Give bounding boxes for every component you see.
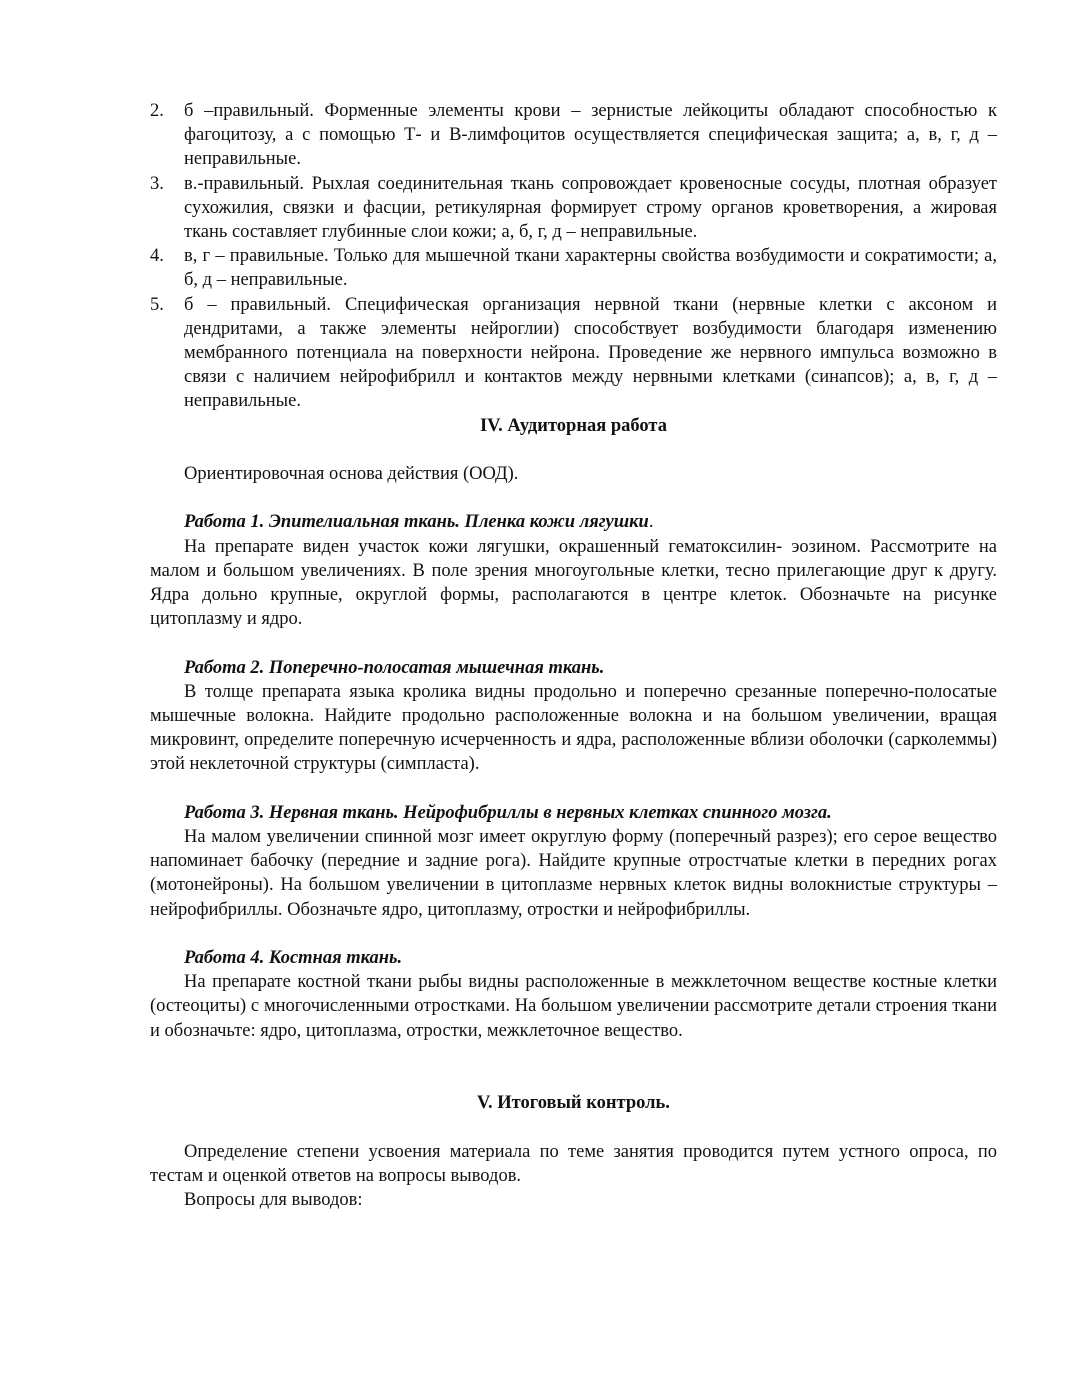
questions-label: Вопросы для выводов: [184, 1190, 363, 1211]
work-title-text: Работа 3. Нервная ткань. Нейрофибриллы в нервных клетках спинного мозга. [184, 802, 832, 823]
section-5-text: Определение степени усвоения материала по теме занятия проводится путем устного опроса, по тестам и оценкой ответов на вопросы выводов. [150, 1141, 997, 1186]
answer-number: 5. [150, 294, 164, 315]
section-4-heading: IV. Аудиторная работа [479, 415, 667, 436]
answer-item-3 [150, 172, 997, 245]
work-3-title [150, 801, 997, 825]
answer-item-5 [150, 293, 997, 414]
answer-text: б – правильный. Специфическая организация нервной ткани (нервные клетки с аксоном и дендритами, а также элементы нейроглии) способствует возбудимости благодаря изменению мембранного потенциала на поверхности нейрона. Проведение же нервного импульса возможно в связи с наличием нейрофибрилл и контактов между нервными клетками (синапсов); а, в, г, д – неправильные. [184, 294, 997, 412]
work-title-text: Работа 1. Эпителиальная ткань. Пленка кожи лягушки [184, 512, 649, 533]
answer-number: 4. [150, 246, 164, 267]
work-1-title [150, 510, 997, 534]
work-2-text: В толще препарата языка кролика видны продольно и поперечно срезанные поперечно-полосатые мышечные волокна. Найдите продольно расположенные волокна и на большом увеличении, вращая микровинт, определите поперечную исчерченность и ядра, расположенные вблизи оболочки (сарколеммы) этой неклеточной структуры (симпласта). [150, 681, 997, 775]
spacer [150, 777, 997, 801]
document-page [150, 99, 997, 1212]
work-1-text: На препарате виден участок кожи лягушки, окрашенный гематоксилин- эозином. Рассмотрите на малом и большом увеличениях. В поле зрения многоугольные клетки, тесно прилегающие друг к другу. Ядра дольно крупные, округлой формы, располагаются в центре клеток. Обозначьте на рисунке цитоплазму и ядро. [150, 536, 997, 630]
ood-paragraph: Ориентировочная основа действия (ООД). [184, 464, 519, 485]
answer-text: в.-правильный. Рыхлая соединительная ткань сопровождает кровеносные сосуды, плотная образует сухожилия, связки и фасции, ретикулярная формирует строму органов кроветворения, а жировая ткань составляет глубинные слои кожи; а, б, г, д – неправильные. [184, 173, 997, 243]
work-title-suffix: . [648, 512, 654, 533]
work-4-text: На препарате костной ткани рыбы видны расположенные в межклеточном веществе костные клетки (остеоциты) с многочисленными отростками. На большом увеличении рассмотрите детали строения ткани и обозначьте: ядро, цитоплазма, отростки, межклеточное вещество. [150, 972, 997, 1041]
spacer [150, 631, 997, 655]
spacer [150, 1043, 997, 1091]
spacer [150, 486, 997, 510]
work-title-text: Работа 2. Поперечно-полосатая мышечная ткань. [184, 657, 605, 678]
spacer [150, 922, 997, 946]
work-2-title [150, 656, 997, 680]
spacer [150, 438, 997, 462]
spacer [150, 1115, 997, 1139]
answer-item-2 [150, 99, 997, 172]
answer-number: 2. [150, 101, 164, 121]
answer-text: в, г – правильные. Только для мышечной ткани характерны свойства возбудимости и сократимости; а, б, д – неправильные. [184, 246, 997, 291]
work-4-title [150, 946, 997, 970]
answer-item-4 [150, 244, 997, 292]
work-title-text: Работа 4. Костная ткань. [184, 948, 403, 969]
answer-number: 3. [150, 173, 164, 194]
answer-text: б –правильный. Форменные элементы крови – зернистые лейкоциты обладают способностью к фагоцитозу, а с помощью Т- и В-лимфоцитов осуществляется специфическая защита; а, в, г, д – неправильные. [184, 101, 997, 170]
section-5-heading: V. Итоговый контроль. [477, 1093, 670, 1114]
work-3-text: На малом увеличении спинной мозг имеет округлую форму (поперечный разрез); его серое вещество напоминает бабочку (передние и задние рога). Найдите крупные отростчатые клетки в передних рогах (мотонейроны). На большом увеличении в цитоплазме нервных клеток видны волокнистые структуры – нейрофибриллы. Обозначьте ядро, цитоплазму, отростки и нейрофибриллы. [150, 827, 997, 920]
